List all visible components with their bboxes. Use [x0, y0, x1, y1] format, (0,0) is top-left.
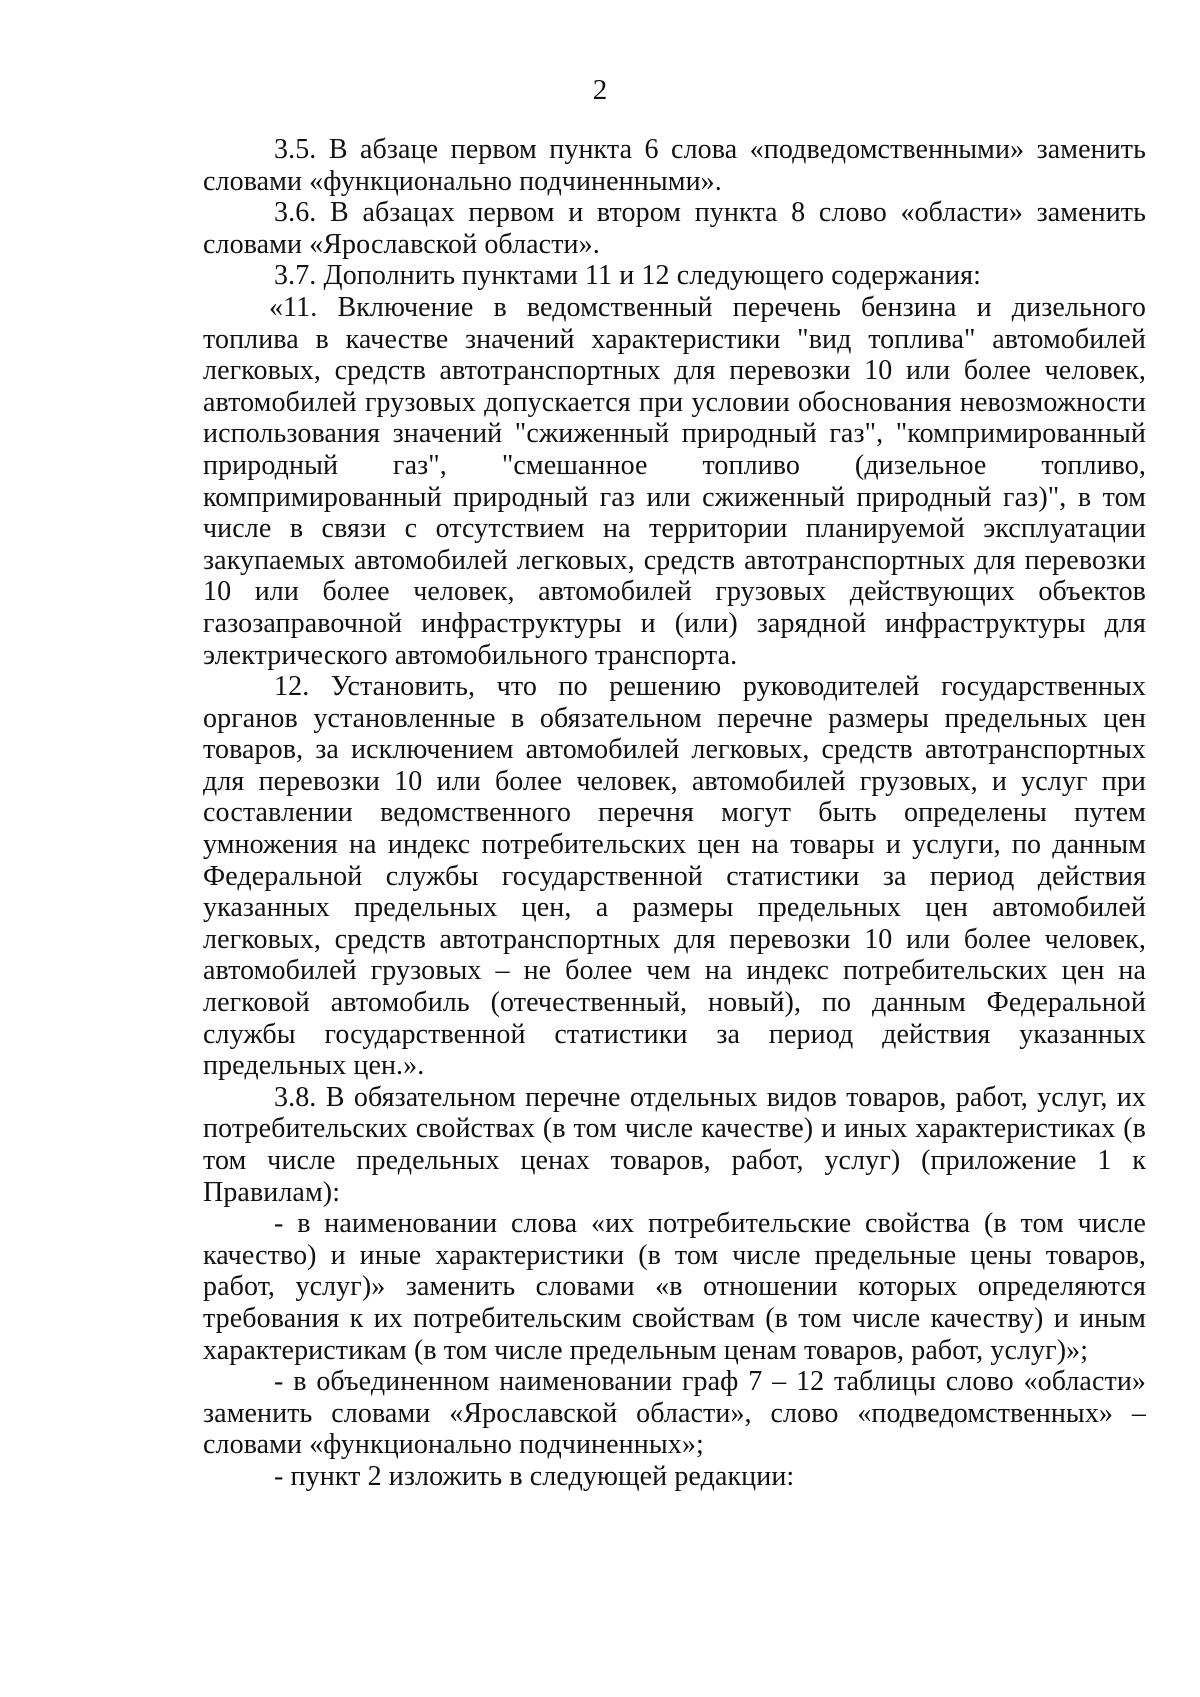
document-body: [203, 134, 1146, 1493]
paragraph-3-6: 3.6. В абзацах первом и втором пункта 8 слово «области» заменить словами «Ярославской области».: [203, 197, 1146, 260]
page-number: 2: [592, 74, 608, 106]
paragraph-list-columns: - в объединенном наименовании граф 7 – 12 таблицы слово «области» заменить словами «Ярославской области», слово «подведомственных» – словами «функционально подчиненных»;: [203, 1366, 1146, 1461]
paragraph-3-5: 3.5. В абзаце первом пункта 6 слова «подведомственными» заменить словами «функционально подчиненными».: [203, 134, 1146, 197]
paragraph-item-11: «11. Включение в ведомственный перечень бензина и дизельного топлива в качестве значений характеристики "вид топлива" автомобилей легковых, средств автотранспортных для перевозки 10 или более человек, автомобилей грузовых допускается при условии обоснования невозможности использования значений "сжиженный природный газ", "компримированный природный газ", "смешанное топливо (дизельное топливо, компримированный природный газ или сжиженный природный газ)", в том числе в связи с отсутствием на территории планируемой эксплуатации закупаемых автомобилей легковых, средств автотранспортных для перевозки 10 или более человек, автомобилей грузовых действующих объектов газозаправочной инфраструктуры и (или) зарядной инфраструктуры для электрического автомобильного транспорта.: [203, 291, 1146, 671]
paragraph-3-7: 3.7. Дополнить пунктами 11 и 12 следующего содержания:: [274, 260, 982, 292]
paragraph-list-naming: - в наименовании слова «их потребительские свойства (в том числе качество) и иные характеристики (в том числе предельные цены товаров, работ, услуг)» заменить словами «в отношении которых определяются требования к их потребительским свойствам (в том числе качеству) и иным характеристикам (в том числе предельным ценам товаров, работ, услуг)»;: [203, 1208, 1146, 1366]
paragraph-3-8: 3.8. В обязательном перечне отдельных видов товаров, работ, услуг, их потребительских свойствах (в том числе качестве) и иных характеристиках (в том числе предельных ценах товаров, работ, услуг) (приложение 1 к Правилам):: [203, 1081, 1146, 1208]
paragraph-list-item-2: - пункт 2 изложить в следующей редакции:: [274, 1460, 795, 1492]
paragraph-item-12: 12. Установить, что по решению руководителей государственных органов установленные в обязательном перечне размеры предельных цен товаров, за исключением автомобилей легковых, средств автотранспортных для перевозки 10 или более человек, автомобилей грузовых, и услуг при составлении ведомственного перечня могут быть определены путем умножения на индекс потребительских цен на товары и услуги, по данным Федеральной службы государственной статистики за период действия указанных предельных цен, а размеры предельных цен автомобилей легковых, средств автотранспортных для перевозки 10 или более человек, автомобилей грузовых – не более чем на индекс потребительских цен на легковой автомобиль (отечественный, новый), по данным Федеральной службы государственной статистики за период действия указанных предельных цен.».: [203, 671, 1146, 1082]
